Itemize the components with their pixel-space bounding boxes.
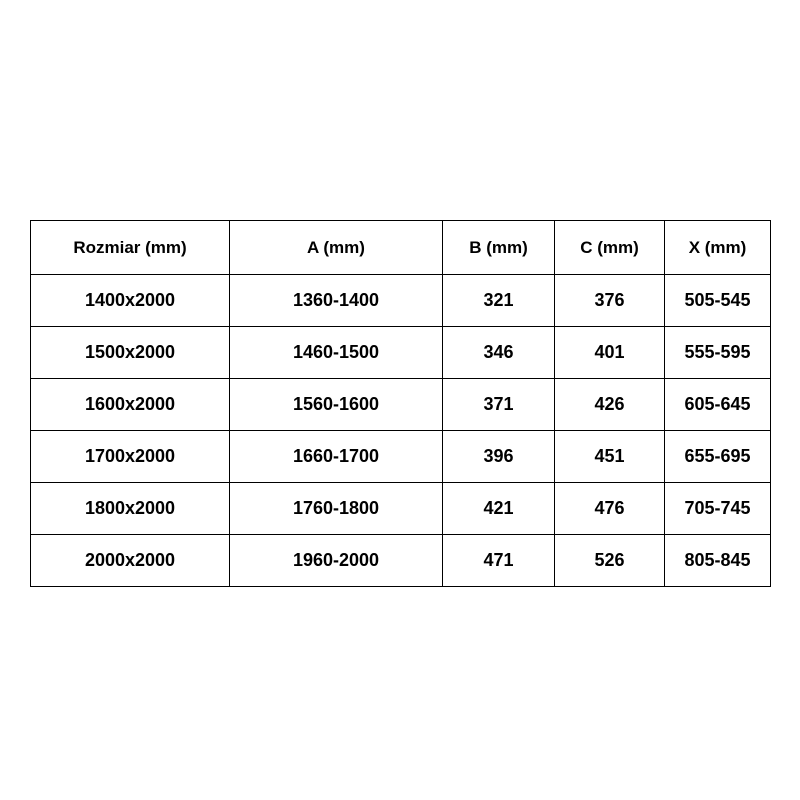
cell-rozmiar: 1600x2000 — [31, 379, 230, 431]
cell-rozmiar: 1500x2000 — [31, 327, 230, 379]
specification-table — [30, 220, 771, 587]
table-row — [31, 535, 771, 587]
table-body — [31, 275, 771, 587]
cell-b: 421 — [443, 483, 555, 535]
cell-a: 1660-1700 — [230, 431, 443, 483]
specification-table-container — [30, 220, 770, 587]
cell-x: 655-695 — [665, 431, 771, 483]
cell-c: 526 — [555, 535, 665, 587]
cell-c: 401 — [555, 327, 665, 379]
column-header-b: B (mm) — [443, 221, 555, 275]
cell-c: 426 — [555, 379, 665, 431]
table-header — [31, 221, 771, 275]
cell-c: 476 — [555, 483, 665, 535]
cell-a: 1560-1600 — [230, 379, 443, 431]
cell-x: 605-645 — [665, 379, 771, 431]
column-header-rozmiar: Rozmiar (mm) — [31, 221, 230, 275]
column-header-x: X (mm) — [665, 221, 771, 275]
cell-c: 376 — [555, 275, 665, 327]
cell-a: 1760-1800 — [230, 483, 443, 535]
cell-x: 805-845 — [665, 535, 771, 587]
column-header-a: A (mm) — [230, 221, 443, 275]
table-row — [31, 275, 771, 327]
cell-a: 1460-1500 — [230, 327, 443, 379]
cell-a: 1360-1400 — [230, 275, 443, 327]
cell-rozmiar: 1800x2000 — [31, 483, 230, 535]
cell-b: 396 — [443, 431, 555, 483]
cell-b: 371 — [443, 379, 555, 431]
table-row — [31, 379, 771, 431]
cell-x: 555-595 — [665, 327, 771, 379]
column-header-c: C (mm) — [555, 221, 665, 275]
table-header-row — [31, 221, 771, 275]
cell-x: 705-745 — [665, 483, 771, 535]
table-row — [31, 483, 771, 535]
cell-b: 346 — [443, 327, 555, 379]
table-row — [31, 327, 771, 379]
cell-rozmiar: 2000x2000 — [31, 535, 230, 587]
cell-b: 471 — [443, 535, 555, 587]
cell-a: 1960-2000 — [230, 535, 443, 587]
cell-rozmiar: 1400x2000 — [31, 275, 230, 327]
cell-b: 321 — [443, 275, 555, 327]
cell-c: 451 — [555, 431, 665, 483]
table-row — [31, 431, 771, 483]
cell-rozmiar: 1700x2000 — [31, 431, 230, 483]
cell-x: 505-545 — [665, 275, 771, 327]
